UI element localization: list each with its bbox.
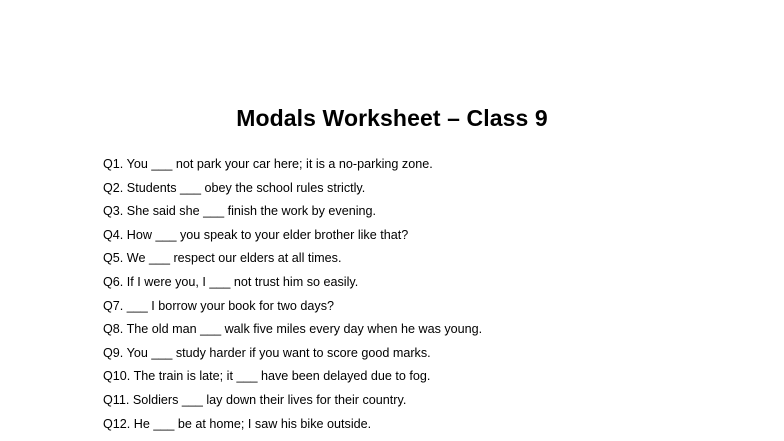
- question-9: Q9. You ___ study harder if you want to score good marks.: [103, 345, 431, 360]
- question-5: Q5. We ___ respect our elders at all times.: [103, 251, 342, 266]
- question-11: Q11. Soldiers ___ lay down their lives for their country.: [103, 392, 407, 407]
- question-12: Q12. He ___ be at home; I saw his bike outside.: [103, 416, 372, 431]
- question-8: Q8. The old man ___ walk five miles every day when he was young.: [103, 322, 483, 337]
- worksheet-title: Modals Worksheet – Class 9: [236, 105, 548, 131]
- question-10: Q10. The train is late; it ___ have been delayed due to fog.: [103, 369, 431, 384]
- question-6: Q6. If I were you, I ___ not trust him so easily.: [103, 274, 359, 289]
- question-7: Q7. ___ I borrow your book for two days?: [103, 298, 335, 313]
- question-4: Q4. How ___ you speak to your elder brother like that?: [103, 227, 409, 242]
- question-3: Q3. She said she ___ finish the work by evening.: [103, 204, 377, 219]
- question-2: Q2. Students ___ obey the school rules strictly.: [103, 180, 366, 195]
- question-1: Q1. You ___ not park your car here; it is a no-parking zone.: [103, 157, 433, 171]
- question-list: [103, 153, 482, 436]
